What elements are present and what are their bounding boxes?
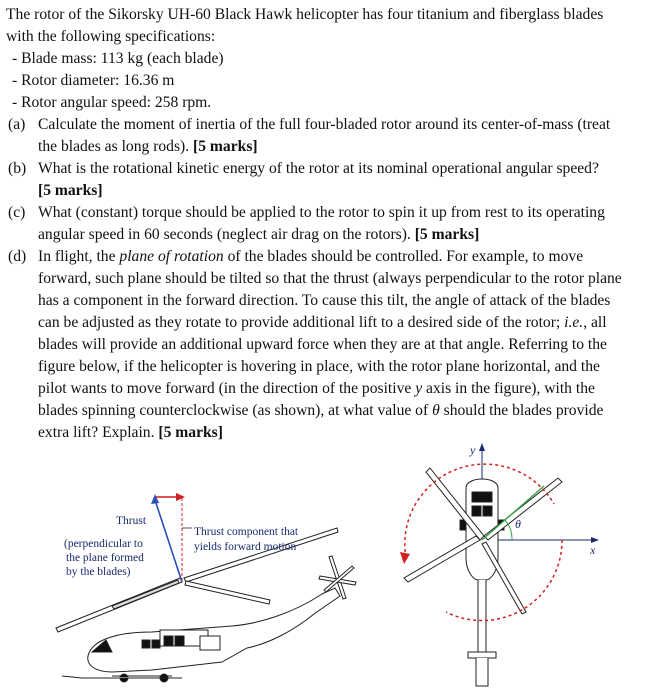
thrust-desc-line-2: the plane formed <box>66 552 144 564</box>
question-d-label: (d) <box>8 248 27 265</box>
question-d-ie: i.e. <box>564 314 584 331</box>
rotation-arrowhead <box>400 552 410 564</box>
question-a-line-2: the blades as long rods). <box>38 138 190 155</box>
question-c-label: (c) <box>8 204 26 221</box>
question-d-line-7a: pilot wants to move forward (in the direction of the positive <box>38 380 416 397</box>
helicopter-side-view-figure <box>52 486 362 691</box>
intro-line-1: The rotor of the Sikorsky UH-60 Black Hawk helicopter has four titanium and fiberglass blades <box>6 6 604 23</box>
thrust-label: Thrust <box>116 515 147 527</box>
question-d-line-8b: should the blades provide <box>439 402 604 419</box>
question-a <box>6 114 646 158</box>
question-d-line-6: figure below, if the helicopter is hovering in place, with the rotor plane horizontal, and the <box>38 358 600 375</box>
helicopter-top-body <box>460 479 504 686</box>
question-c-line-1: What (constant) torque should be applied to the rotor to spin it up from rest to its operating <box>38 204 605 221</box>
question-b-label: (b) <box>8 160 27 177</box>
question-d-line-4a: can be adjusted as they rotate to provide additional lift to a desired side of the rotor; <box>38 314 565 331</box>
forward-component-arrowhead <box>176 493 185 501</box>
question-a-marks: [5 marks] <box>193 138 258 155</box>
y-axis-arrowhead <box>479 443 485 451</box>
component-label-line-2: yields forward motion <box>194 541 297 553</box>
question-d-line-3: has a component in the forward direction. To cause this tilt, the angle of attack of the blades <box>38 292 611 309</box>
question-a-label: (a) <box>8 116 26 133</box>
question-d-line-2: forward, such plane should be tilted so that the thrust (always perpendicular to the rotor plane <box>38 270 622 287</box>
x-axis-label: x <box>590 543 596 557</box>
y-axis-label: y <box>470 443 476 457</box>
question-d-line-1b: of the blades should be controlled. For example, to move <box>223 248 584 265</box>
component-label-line-1: Thrust component that <box>194 526 299 538</box>
spec-rotor-diameter: - Rotor diameter: 16.36 m <box>12 72 175 89</box>
thrust-arrow <box>155 500 182 582</box>
question-d-line-8a: blades spinning counterclockwise (as shown), at what value of <box>38 402 433 419</box>
question-c-marks: [5 marks] <box>414 226 480 243</box>
spec-blade-mass: - Blade mass: 113 kg (each blade) <box>12 50 224 67</box>
question-b-marks: [5 marks] <box>38 182 103 199</box>
question-a-line-1: Calculate the moment of inertia of the full four-bladed rotor around its center-of-mass (treat <box>38 116 611 133</box>
question-d-line-4b: , all <box>583 314 607 331</box>
helicopter-fuselage <box>62 588 340 682</box>
question-d-line-9: extra lift? Explain. <box>38 424 155 441</box>
problem-text <box>6 4 646 444</box>
question-b <box>6 158 646 202</box>
thrust-desc-line-3: by the blades) <box>66 566 131 578</box>
intro-line-2: with the following specifications: <box>6 28 216 45</box>
thrust-arrowhead <box>151 494 159 504</box>
theta-label: θ <box>515 517 521 531</box>
question-d-line-7b: axis in the figure), with the <box>422 380 595 397</box>
helicopter-top-view-figure <box>394 440 624 695</box>
question-d-marks: [5 marks] <box>158 424 223 441</box>
question-d-line-1a: In flight, the <box>38 248 120 265</box>
spec-angular-speed: - Rotor angular speed: 258 rpm. <box>12 94 212 111</box>
question-c <box>6 202 646 246</box>
question-d-line-5: blades will provide an additional upward force when they are at that angle. Referring to the <box>38 336 607 353</box>
question-d-plane-of-rotation: plane of rotation <box>119 248 224 265</box>
question-d <box>6 246 646 444</box>
thrust-desc-line-1: (perpendicular to <box>64 538 143 550</box>
question-b-line-1: What is the rotational kinetic energy of the rotor at its nominal operational angular speed? <box>38 160 599 177</box>
question-d-y-axis-ref: y <box>415 380 423 397</box>
question-c-line-2: angular speed in 60 seconds (neglect air drag on the rotors). <box>38 226 411 243</box>
question-d-theta: θ <box>432 402 440 419</box>
